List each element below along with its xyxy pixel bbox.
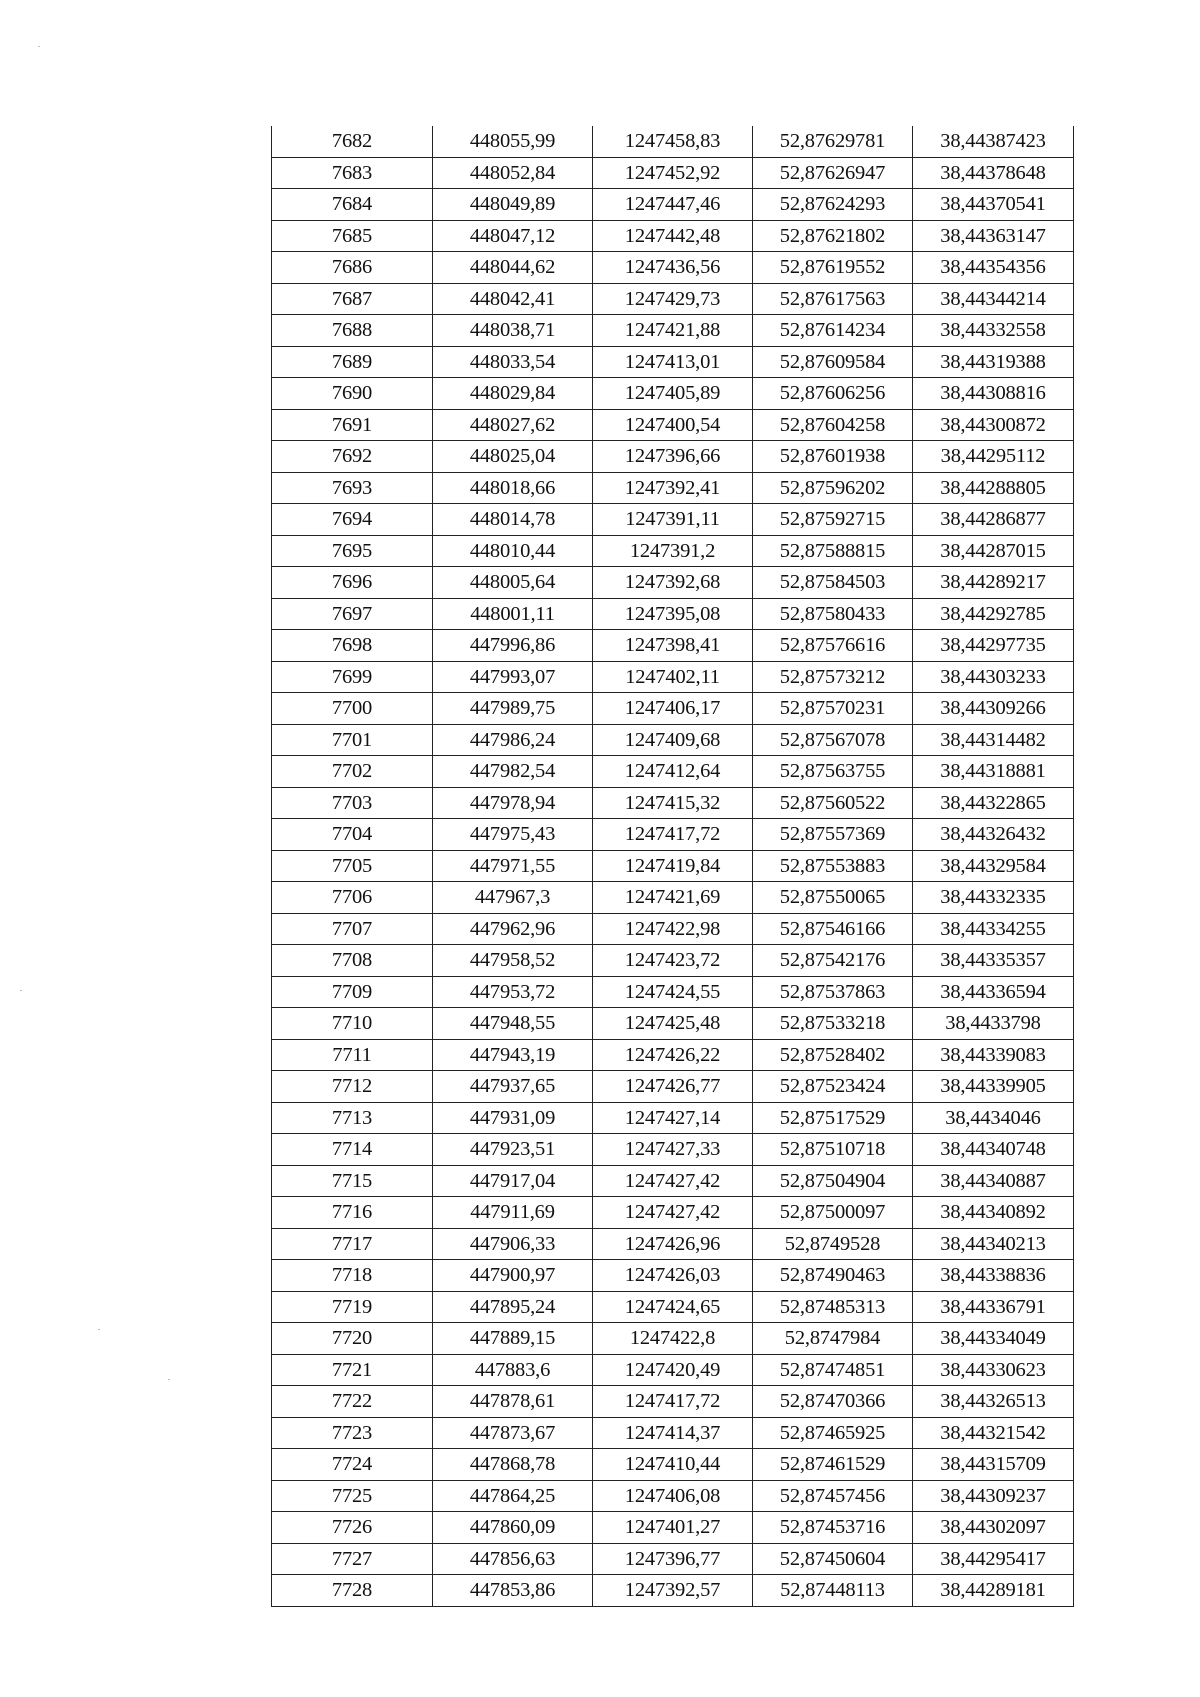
y-coordinate-cell: 1247401,27 — [593, 1512, 753, 1544]
table-row — [272, 945, 1074, 977]
latitude-cell: 52,87570231 — [753, 693, 913, 725]
latitude-cell: 52,87448113 — [753, 1575, 913, 1607]
longitude-cell: 38,44303233 — [913, 661, 1074, 693]
longitude-cell: 38,44309266 — [913, 693, 1074, 725]
y-coordinate-cell: 1247452,92 — [593, 157, 753, 189]
longitude-cell: 38,44326432 — [913, 819, 1074, 851]
x-coordinate-cell: 448025,04 — [433, 441, 593, 473]
latitude-cell: 52,87629781 — [753, 126, 913, 157]
table-row — [272, 189, 1074, 221]
longitude-cell: 38,44295112 — [913, 441, 1074, 473]
latitude-cell: 52,87626947 — [753, 157, 913, 189]
latitude-cell: 52,8747984 — [753, 1323, 913, 1355]
point-number-cell: 7697 — [272, 598, 433, 630]
x-coordinate-cell: 447971,55 — [433, 850, 593, 882]
longitude-cell: 38,44354356 — [913, 252, 1074, 284]
y-coordinate-cell: 1247426,03 — [593, 1260, 753, 1292]
longitude-cell: 38,44340748 — [913, 1134, 1074, 1166]
x-coordinate-cell: 447962,96 — [433, 913, 593, 945]
y-coordinate-cell: 1247419,84 — [593, 850, 753, 882]
scan-speck — [98, 1329, 100, 1330]
point-number-cell: 7710 — [272, 1008, 433, 1040]
y-coordinate-cell: 1247414,37 — [593, 1417, 753, 1449]
table-row — [272, 1480, 1074, 1512]
latitude-cell: 52,87576616 — [753, 630, 913, 662]
x-coordinate-cell: 447996,86 — [433, 630, 593, 662]
point-number-cell: 7709 — [272, 976, 433, 1008]
longitude-cell: 38,44309237 — [913, 1480, 1074, 1512]
x-coordinate-cell: 448052,84 — [433, 157, 593, 189]
latitude-cell: 52,87606256 — [753, 378, 913, 410]
x-coordinate-cell: 447911,69 — [433, 1197, 593, 1229]
point-number-cell: 7726 — [272, 1512, 433, 1544]
x-coordinate-cell: 448038,71 — [433, 315, 593, 347]
y-coordinate-cell: 1247426,77 — [593, 1071, 753, 1103]
y-coordinate-cell: 1247420,49 — [593, 1354, 753, 1386]
y-coordinate-cell: 1247417,72 — [593, 1386, 753, 1418]
table-row — [272, 787, 1074, 819]
longitude-cell: 38,4434046 — [913, 1102, 1074, 1134]
table-row — [272, 976, 1074, 1008]
longitude-cell: 38,44363147 — [913, 220, 1074, 252]
table-row — [272, 724, 1074, 756]
latitude-cell: 52,87592715 — [753, 504, 913, 536]
table-row — [272, 630, 1074, 662]
longitude-cell: 38,44332558 — [913, 315, 1074, 347]
table-row — [272, 1197, 1074, 1229]
longitude-cell: 38,44292785 — [913, 598, 1074, 630]
table-row — [272, 252, 1074, 284]
x-coordinate-cell: 447873,67 — [433, 1417, 593, 1449]
x-coordinate-cell: 448001,11 — [433, 598, 593, 630]
latitude-cell: 52,87453716 — [753, 1512, 913, 1544]
y-coordinate-cell: 1247409,68 — [593, 724, 753, 756]
table-row — [272, 913, 1074, 945]
latitude-cell: 52,87619552 — [753, 252, 913, 284]
longitude-cell: 38,44322865 — [913, 787, 1074, 819]
table-row — [272, 1134, 1074, 1166]
x-coordinate-cell: 448042,41 — [433, 283, 593, 315]
x-coordinate-cell: 447978,94 — [433, 787, 593, 819]
coordinates-table-body — [272, 126, 1074, 1606]
x-coordinate-cell: 448005,64 — [433, 567, 593, 599]
x-coordinate-cell: 447943,19 — [433, 1039, 593, 1071]
point-number-cell: 7688 — [272, 315, 433, 347]
point-number-cell: 7720 — [272, 1323, 433, 1355]
y-coordinate-cell: 1247427,42 — [593, 1165, 753, 1197]
y-coordinate-cell: 1247392,68 — [593, 567, 753, 599]
x-coordinate-cell: 448055,99 — [433, 126, 593, 157]
latitude-cell: 52,87533218 — [753, 1008, 913, 1040]
y-coordinate-cell: 1247425,48 — [593, 1008, 753, 1040]
table-row — [272, 472, 1074, 504]
y-coordinate-cell: 1247422,8 — [593, 1323, 753, 1355]
x-coordinate-cell: 447864,25 — [433, 1480, 593, 1512]
point-number-cell: 7682 — [272, 126, 433, 157]
y-coordinate-cell: 1247396,66 — [593, 441, 753, 473]
table-row — [272, 504, 1074, 536]
point-number-cell: 7707 — [272, 913, 433, 945]
point-number-cell: 7683 — [272, 157, 433, 189]
point-number-cell: 7690 — [272, 378, 433, 410]
point-number-cell: 7687 — [272, 283, 433, 315]
point-number-cell: 7728 — [272, 1575, 433, 1607]
latitude-cell: 52,87614234 — [753, 315, 913, 347]
x-coordinate-cell: 447986,24 — [433, 724, 593, 756]
table-row — [272, 1291, 1074, 1323]
x-coordinate-cell: 447889,15 — [433, 1323, 593, 1355]
latitude-cell: 52,87517529 — [753, 1102, 913, 1134]
latitude-cell: 52,87485313 — [753, 1291, 913, 1323]
table-row — [272, 441, 1074, 473]
y-coordinate-cell: 1247412,64 — [593, 756, 753, 788]
longitude-cell: 38,44286877 — [913, 504, 1074, 536]
x-coordinate-cell: 447906,33 — [433, 1228, 593, 1260]
longitude-cell: 38,44314482 — [913, 724, 1074, 756]
table-row — [272, 535, 1074, 567]
y-coordinate-cell: 1247391,11 — [593, 504, 753, 536]
point-number-cell: 7695 — [272, 535, 433, 567]
x-coordinate-cell: 448044,62 — [433, 252, 593, 284]
scan-speck — [168, 1379, 170, 1380]
latitude-cell: 52,87510718 — [753, 1134, 913, 1166]
longitude-cell: 38,44287015 — [913, 535, 1074, 567]
x-coordinate-cell: 447989,75 — [433, 693, 593, 725]
x-coordinate-cell: 447853,86 — [433, 1575, 593, 1607]
point-number-cell: 7701 — [272, 724, 433, 756]
point-number-cell: 7684 — [272, 189, 433, 221]
longitude-cell: 38,44370541 — [913, 189, 1074, 221]
point-number-cell: 7713 — [272, 1102, 433, 1134]
point-number-cell: 7700 — [272, 693, 433, 725]
x-coordinate-cell: 448047,12 — [433, 220, 593, 252]
x-coordinate-cell: 447993,07 — [433, 661, 593, 693]
table-row — [272, 1323, 1074, 1355]
longitude-cell: 38,44340213 — [913, 1228, 1074, 1260]
x-coordinate-cell: 447982,54 — [433, 756, 593, 788]
longitude-cell: 38,44330623 — [913, 1354, 1074, 1386]
x-coordinate-cell: 447975,43 — [433, 819, 593, 851]
y-coordinate-cell: 1247402,11 — [593, 661, 753, 693]
table-row — [272, 756, 1074, 788]
longitude-cell: 38,44321542 — [913, 1417, 1074, 1449]
latitude-cell: 52,87560522 — [753, 787, 913, 819]
table-row — [272, 598, 1074, 630]
point-number-cell: 7719 — [272, 1291, 433, 1323]
longitude-cell: 38,44334255 — [913, 913, 1074, 945]
longitude-cell: 38,44336594 — [913, 976, 1074, 1008]
x-coordinate-cell: 447953,72 — [433, 976, 593, 1008]
table-row — [272, 661, 1074, 693]
table-row — [272, 315, 1074, 347]
x-coordinate-cell: 447923,51 — [433, 1134, 593, 1166]
x-coordinate-cell: 448029,84 — [433, 378, 593, 410]
table-row — [272, 819, 1074, 851]
y-coordinate-cell: 1247406,08 — [593, 1480, 753, 1512]
latitude-cell: 52,87604258 — [753, 409, 913, 441]
table-row — [272, 1260, 1074, 1292]
x-coordinate-cell: 448049,89 — [433, 189, 593, 221]
y-coordinate-cell: 1247458,83 — [593, 126, 753, 157]
y-coordinate-cell: 1247417,72 — [593, 819, 753, 851]
point-number-cell: 7708 — [272, 945, 433, 977]
point-number-cell: 7706 — [272, 882, 433, 914]
point-number-cell: 7699 — [272, 661, 433, 693]
table-row — [272, 1071, 1074, 1103]
y-coordinate-cell: 1247426,96 — [593, 1228, 753, 1260]
latitude-cell: 52,87457456 — [753, 1480, 913, 1512]
x-coordinate-cell: 447937,65 — [433, 1071, 593, 1103]
point-number-cell: 7717 — [272, 1228, 433, 1260]
x-coordinate-cell: 447860,09 — [433, 1512, 593, 1544]
y-coordinate-cell: 1247398,41 — [593, 630, 753, 662]
longitude-cell: 38,44318881 — [913, 756, 1074, 788]
point-number-cell: 7694 — [272, 504, 433, 536]
latitude-cell: 52,87573212 — [753, 661, 913, 693]
latitude-cell: 52,87563755 — [753, 756, 913, 788]
table-row — [272, 1165, 1074, 1197]
table-row — [272, 1543, 1074, 1575]
latitude-cell: 52,87523424 — [753, 1071, 913, 1103]
latitude-cell: 52,87580433 — [753, 598, 913, 630]
longitude-cell: 38,44297735 — [913, 630, 1074, 662]
y-coordinate-cell: 1247423,72 — [593, 945, 753, 977]
y-coordinate-cell: 1247395,08 — [593, 598, 753, 630]
x-coordinate-cell: 447856,63 — [433, 1543, 593, 1575]
point-number-cell: 7702 — [272, 756, 433, 788]
table-row — [272, 1008, 1074, 1040]
x-coordinate-cell: 447948,55 — [433, 1008, 593, 1040]
point-number-cell: 7725 — [272, 1480, 433, 1512]
point-number-cell: 7698 — [272, 630, 433, 662]
latitude-cell: 52,87596202 — [753, 472, 913, 504]
table-row — [272, 1354, 1074, 1386]
y-coordinate-cell: 1247427,42 — [593, 1197, 753, 1229]
longitude-cell: 38,44338836 — [913, 1260, 1074, 1292]
point-number-cell: 7721 — [272, 1354, 433, 1386]
y-coordinate-cell: 1247427,14 — [593, 1102, 753, 1134]
longitude-cell: 38,44336791 — [913, 1291, 1074, 1323]
point-number-cell: 7686 — [272, 252, 433, 284]
y-coordinate-cell: 1247421,69 — [593, 882, 753, 914]
y-coordinate-cell: 1247392,41 — [593, 472, 753, 504]
table-row — [272, 1417, 1074, 1449]
latitude-cell: 52,87546166 — [753, 913, 913, 945]
point-number-cell: 7714 — [272, 1134, 433, 1166]
scan-speck — [20, 990, 22, 991]
x-coordinate-cell: 447931,09 — [433, 1102, 593, 1134]
latitude-cell: 52,87450604 — [753, 1543, 913, 1575]
latitude-cell: 52,87542176 — [753, 945, 913, 977]
y-coordinate-cell: 1247410,44 — [593, 1449, 753, 1481]
latitude-cell: 52,87567078 — [753, 724, 913, 756]
table-row — [272, 1039, 1074, 1071]
y-coordinate-cell: 1247421,88 — [593, 315, 753, 347]
latitude-cell: 52,87550065 — [753, 882, 913, 914]
point-number-cell: 7718 — [272, 1260, 433, 1292]
point-number-cell: 7696 — [272, 567, 433, 599]
latitude-cell: 52,87474851 — [753, 1354, 913, 1386]
table-row — [272, 1386, 1074, 1418]
point-number-cell: 7704 — [272, 819, 433, 851]
table-row — [272, 346, 1074, 378]
table-row — [272, 1449, 1074, 1481]
latitude-cell: 52,87621802 — [753, 220, 913, 252]
point-number-cell: 7724 — [272, 1449, 433, 1481]
latitude-cell: 52,87537863 — [753, 976, 913, 1008]
longitude-cell: 38,44339083 — [913, 1039, 1074, 1071]
x-coordinate-cell: 448014,78 — [433, 504, 593, 536]
table-row — [272, 126, 1074, 157]
latitude-cell: 52,87465925 — [753, 1417, 913, 1449]
y-coordinate-cell: 1247424,65 — [593, 1291, 753, 1323]
longitude-cell: 38,44289217 — [913, 567, 1074, 599]
x-coordinate-cell: 448033,54 — [433, 346, 593, 378]
table-row — [272, 1228, 1074, 1260]
point-number-cell: 7693 — [272, 472, 433, 504]
table-row — [272, 850, 1074, 882]
table-row — [272, 882, 1074, 914]
x-coordinate-cell: 447917,04 — [433, 1165, 593, 1197]
y-coordinate-cell: 1247442,48 — [593, 220, 753, 252]
table-row — [272, 157, 1074, 189]
point-number-cell: 7691 — [272, 409, 433, 441]
table-row — [272, 283, 1074, 315]
point-number-cell: 7692 — [272, 441, 433, 473]
y-coordinate-cell: 1247424,55 — [593, 976, 753, 1008]
latitude-cell: 52,87470366 — [753, 1386, 913, 1418]
point-number-cell: 7715 — [272, 1165, 433, 1197]
x-coordinate-cell: 447895,24 — [433, 1291, 593, 1323]
latitude-cell: 52,87461529 — [753, 1449, 913, 1481]
point-number-cell: 7723 — [272, 1417, 433, 1449]
latitude-cell: 52,87584503 — [753, 567, 913, 599]
latitude-cell: 52,8749528 — [753, 1228, 913, 1260]
x-coordinate-cell: 447878,61 — [433, 1386, 593, 1418]
latitude-cell: 52,87500097 — [753, 1197, 913, 1229]
x-coordinate-cell: 448018,66 — [433, 472, 593, 504]
longitude-cell: 38,44295417 — [913, 1543, 1074, 1575]
longitude-cell: 38,44335357 — [913, 945, 1074, 977]
x-coordinate-cell: 448010,44 — [433, 535, 593, 567]
coordinates-table — [271, 126, 1074, 1607]
y-coordinate-cell: 1247422,98 — [593, 913, 753, 945]
longitude-cell: 38,44308816 — [913, 378, 1074, 410]
latitude-cell: 52,87588815 — [753, 535, 913, 567]
latitude-cell: 52,87601938 — [753, 441, 913, 473]
x-coordinate-cell: 447883,6 — [433, 1354, 593, 1386]
table-row — [272, 693, 1074, 725]
longitude-cell: 38,44319388 — [913, 346, 1074, 378]
longitude-cell: 38,44315709 — [913, 1449, 1074, 1481]
longitude-cell: 38,44344214 — [913, 283, 1074, 315]
longitude-cell: 38,44326513 — [913, 1386, 1074, 1418]
y-coordinate-cell: 1247447,46 — [593, 189, 753, 221]
x-coordinate-cell: 447967,3 — [433, 882, 593, 914]
longitude-cell: 38,44289181 — [913, 1575, 1074, 1607]
point-number-cell: 7689 — [272, 346, 433, 378]
longitude-cell: 38,44329584 — [913, 850, 1074, 882]
latitude-cell: 52,87617563 — [753, 283, 913, 315]
point-number-cell: 7712 — [272, 1071, 433, 1103]
point-number-cell: 7703 — [272, 787, 433, 819]
point-number-cell: 7727 — [272, 1543, 433, 1575]
y-coordinate-cell: 1247429,73 — [593, 283, 753, 315]
y-coordinate-cell: 1247426,22 — [593, 1039, 753, 1071]
longitude-cell: 38,44332335 — [913, 882, 1074, 914]
longitude-cell: 38,44387423 — [913, 126, 1074, 157]
y-coordinate-cell: 1247413,01 — [593, 346, 753, 378]
x-coordinate-cell: 447900,97 — [433, 1260, 593, 1292]
y-coordinate-cell: 1247415,32 — [593, 787, 753, 819]
latitude-cell: 52,87557369 — [753, 819, 913, 851]
latitude-cell: 52,87553883 — [753, 850, 913, 882]
y-coordinate-cell: 1247400,54 — [593, 409, 753, 441]
longitude-cell: 38,44378648 — [913, 157, 1074, 189]
y-coordinate-cell: 1247405,89 — [593, 378, 753, 410]
point-number-cell: 7716 — [272, 1197, 433, 1229]
y-coordinate-cell: 1247406,17 — [593, 693, 753, 725]
table-row — [272, 567, 1074, 599]
point-number-cell: 7685 — [272, 220, 433, 252]
longitude-cell: 38,44288805 — [913, 472, 1074, 504]
table-row — [272, 220, 1074, 252]
longitude-cell: 38,44340892 — [913, 1197, 1074, 1229]
latitude-cell: 52,87490463 — [753, 1260, 913, 1292]
latitude-cell: 52,87528402 — [753, 1039, 913, 1071]
latitude-cell: 52,87624293 — [753, 189, 913, 221]
x-coordinate-cell: 447958,52 — [433, 945, 593, 977]
table-row — [272, 1102, 1074, 1134]
point-number-cell: 7705 — [272, 850, 433, 882]
point-number-cell: 7722 — [272, 1386, 433, 1418]
x-coordinate-cell: 447868,78 — [433, 1449, 593, 1481]
x-coordinate-cell: 448027,62 — [433, 409, 593, 441]
y-coordinate-cell: 1247436,56 — [593, 252, 753, 284]
latitude-cell: 52,87609584 — [753, 346, 913, 378]
scan-speck — [38, 46, 40, 47]
table-row — [272, 1512, 1074, 1544]
longitude-cell: 38,44300872 — [913, 409, 1074, 441]
table-row — [272, 1575, 1074, 1607]
longitude-cell: 38,44302097 — [913, 1512, 1074, 1544]
y-coordinate-cell: 1247391,2 — [593, 535, 753, 567]
y-coordinate-cell: 1247396,77 — [593, 1543, 753, 1575]
table-row — [272, 378, 1074, 410]
longitude-cell: 38,4433798 — [913, 1008, 1074, 1040]
y-coordinate-cell: 1247392,57 — [593, 1575, 753, 1607]
table-row — [272, 409, 1074, 441]
point-number-cell: 7711 — [272, 1039, 433, 1071]
longitude-cell: 38,44340887 — [913, 1165, 1074, 1197]
latitude-cell: 52,87504904 — [753, 1165, 913, 1197]
longitude-cell: 38,44339905 — [913, 1071, 1074, 1103]
y-coordinate-cell: 1247427,33 — [593, 1134, 753, 1166]
longitude-cell: 38,44334049 — [913, 1323, 1074, 1355]
